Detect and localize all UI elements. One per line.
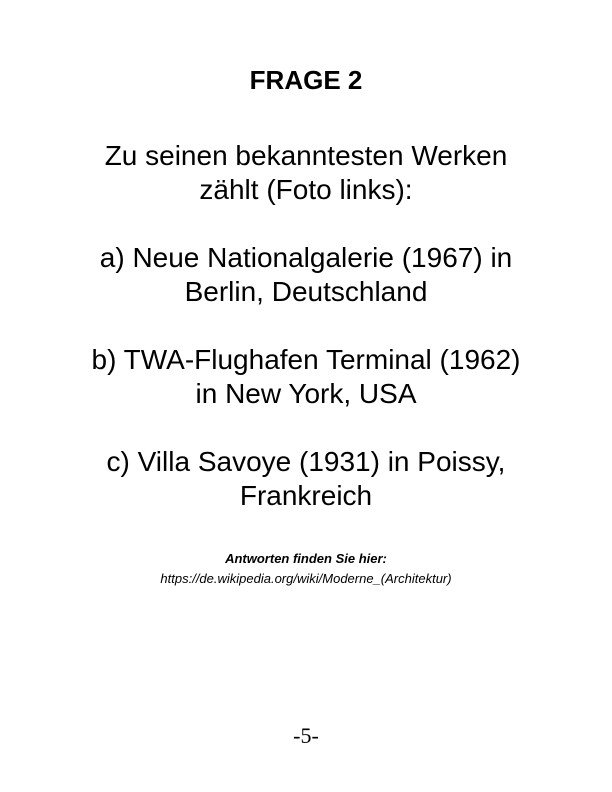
question-line-2: zählt (Foto links): (199, 174, 413, 205)
answers-link[interactable]: https://de.wikipedia.org/wiki/Moderne_(Architektur) (160, 571, 452, 586)
option-c-line-1: c) Villa Savoye (1931) in Poissy, (106, 446, 506, 477)
question-text (30, 139, 582, 207)
answer-option-b (30, 343, 582, 411)
answers-hint (0, 549, 612, 589)
option-c-line-2: Frankreich (239, 480, 373, 511)
question-line-1: Zu seinen bekanntesten Werken (104, 140, 508, 171)
answers-label: Antworten finden Sie hier: (225, 551, 387, 566)
page-number: -5- (293, 723, 319, 748)
answer-option-a (30, 241, 582, 309)
option-a-line-1: a) Neue Nationalgalerie (1967) in (99, 242, 513, 273)
page-title: FRAGE 2 (249, 65, 363, 95)
option-b-line-2: in New York, USA (195, 378, 417, 409)
option-b-line-1: b) TWA-Flughafen Terminal (1962) (91, 344, 521, 375)
option-a-line-2: Berlin, Deutschland (184, 276, 428, 307)
answer-option-c (30, 445, 582, 513)
